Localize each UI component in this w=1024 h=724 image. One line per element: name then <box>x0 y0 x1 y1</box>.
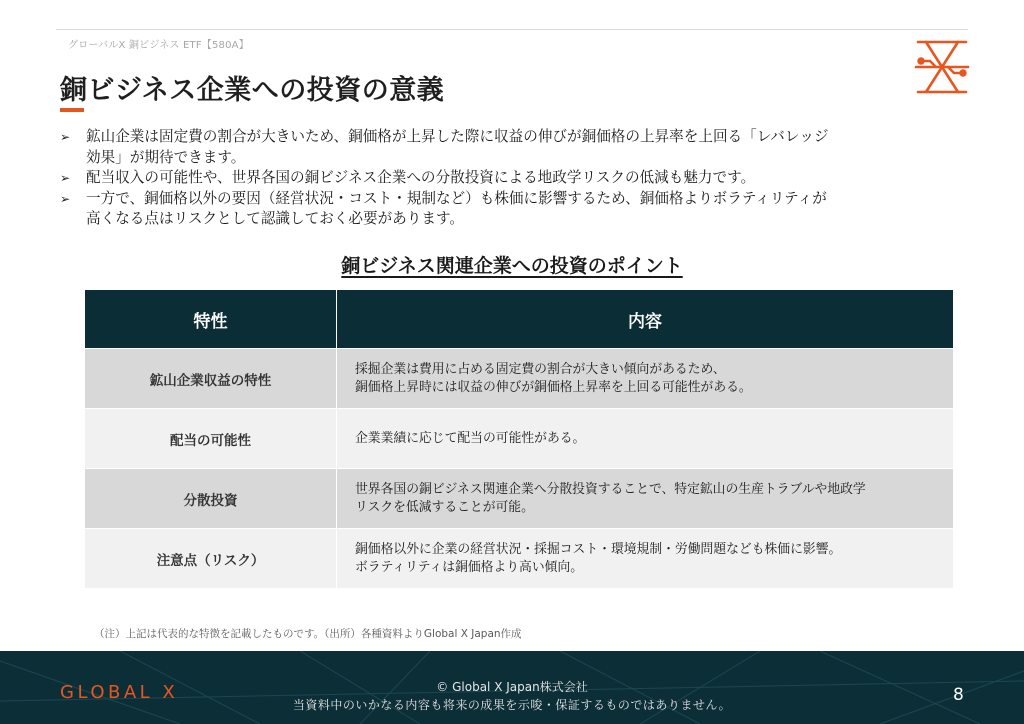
table-row <box>85 528 953 588</box>
table-row <box>85 408 953 468</box>
table-row <box>85 348 953 408</box>
footnote: （注）上記は代表的な特徴を記載したものです。（出所）各種資料よりGlobal X Japan作成 <box>94 628 522 640</box>
column-header-characteristic: 特性 <box>85 290 337 348</box>
row-label: 分散投資 <box>85 469 337 528</box>
row-content <box>337 349 953 408</box>
footer <box>0 651 1024 724</box>
bullet-item <box>60 127 960 168</box>
bullet-text-line: 一方で、銅価格以外の要因（経営状況・コスト・規制など）も株価に影響するため、銅価格よりボラティリティが <box>86 189 827 207</box>
bullet-item <box>60 168 960 189</box>
row-content-line: 銅価格上昇時には収益の伸びが銅価格上昇率を上回る可能性がある。 <box>355 379 752 395</box>
global-x-brand-logo: GLOBAL X <box>60 682 179 703</box>
bullet-item <box>60 189 960 230</box>
arrow-bullet-icon: ➢ <box>60 191 71 206</box>
arrow-bullet-icon: ➢ <box>60 130 71 144</box>
title-accent-bar <box>60 108 84 112</box>
table-header <box>85 290 953 348</box>
row-content <box>337 529 953 588</box>
row-content-line: 銅価格以外に企業の経営状況・採掘コスト・環境規制・労働問題なども株価に影響。 <box>355 542 842 557</box>
row-label: 鉱山企業収益の特性 <box>85 349 337 408</box>
document-label: グローバルX 銅ビジネス ETF【580A】 <box>68 40 249 51</box>
section-title <box>0 251 1024 278</box>
bullet-text-line: 配当収入の可能性や、世界各国の銅ビジネス企業への分散投資による地政学リスクの低減も魅力です。 <box>86 169 756 186</box>
copyright-text: © Global X Japan株式会社 <box>436 680 588 694</box>
bullet-text-line: 高くなる点はリスクとして認識しておく必要があります。 <box>86 210 464 227</box>
column-header-content: 内容 <box>628 311 662 332</box>
table-row <box>85 468 953 528</box>
page-title: 銅ビジネス企業への投資の意義 <box>60 75 445 106</box>
row-content-line: 世界各国の銅ビジネス関連企業へ分散投資することで、特定鉱山の生産トラブルや地政学 <box>355 482 866 497</box>
row-content-line: 採掘企業は費用に占める固定費の割合が大きい傾向があるため、 <box>355 362 726 377</box>
bullet-list <box>60 127 960 230</box>
row-content-line: 企業業績に応じて配当の可能性がある。 <box>355 430 586 446</box>
row-label: 注意点（リスク） <box>85 529 337 588</box>
row-label: 配当の可能性 <box>85 409 337 468</box>
disclaimer-text: 当資料中のいかなる内容も将来の成果を示唆・保証するものではありません。 <box>292 698 732 712</box>
bullet-text-line: 鉱山企業は固定費の割合が大きいため、銅価格が上昇した際に収益の伸びが銅価格の上昇率を上回る「レバレッジ <box>86 128 829 145</box>
section-title-text: 銅ビジネス関連企業への投資のポイント <box>341 255 683 277</box>
investment-points-table <box>85 290 953 588</box>
global-x-cross-icon <box>912 38 972 96</box>
bullet-text-line: 効果」が期待できます。 <box>86 148 246 166</box>
page-number: 8 <box>953 685 964 705</box>
row-content-line: リスクを低減することが可能。 <box>355 499 534 515</box>
row-content <box>337 469 953 528</box>
row-content <box>337 409 953 468</box>
row-content-line: ボラティリティは銅価格より高い傾向。 <box>355 559 584 575</box>
arrow-bullet-icon: ➢ <box>60 171 71 185</box>
top-rule <box>56 29 968 30</box>
